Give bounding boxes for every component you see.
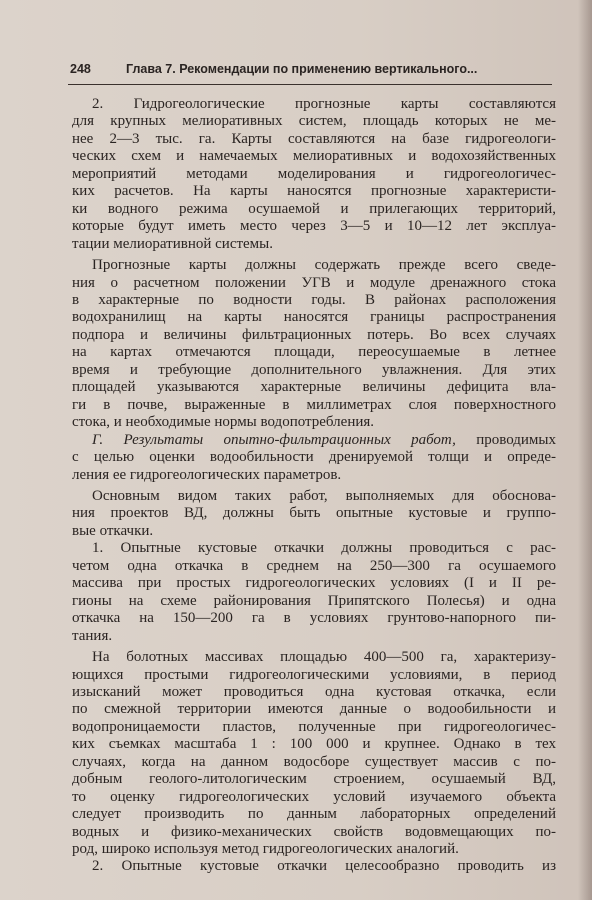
text-line: [72, 432, 556, 449]
text-line: [72, 824, 556, 841]
line-text: массива при простых гидрогеологических условиях (I и II ре-: [72, 575, 556, 592]
text-line: [72, 593, 556, 610]
text-line: [72, 275, 556, 292]
line-text: добным геолого-литологическим строением, осушаемый ВД,: [72, 771, 556, 788]
text-line: [72, 96, 556, 113]
line-text: мероприятий методами моделирования и гидрогеологичес-: [72, 165, 556, 182]
text-line: [72, 449, 556, 466]
line-text: тания.: [72, 627, 113, 644]
line-text: в характерные по водности годы. В районах расположения: [72, 291, 556, 308]
text-line: [72, 754, 556, 771]
line-text: проводимых: [455, 431, 556, 448]
text-line: [72, 523, 556, 540]
line-text: На болотных массивах площадью 400—500 га, характеризу-: [92, 649, 556, 666]
line-text: для крупных мелиоративных систем, площадь которых не ме-: [72, 113, 556, 130]
line-text: по смежной территории имеются данные о водообильности и: [72, 701, 556, 718]
running-header: [70, 62, 552, 76]
text-line: [72, 309, 556, 326]
text-line: [72, 379, 556, 396]
line-text: ления ее гидрогеологических параметров.: [72, 466, 342, 483]
line-text: тации мелиоративной системы.: [72, 235, 274, 252]
text-line: [72, 771, 556, 788]
text-line: [72, 505, 556, 522]
text-line: [72, 218, 556, 235]
line-text: водных и физико-механических свойств водовмещающих по-: [72, 823, 556, 840]
text-line: [72, 113, 556, 130]
line-text: изысканий может проводиться одна кустовая откачка, если: [72, 683, 556, 700]
line-text: откачка на 150—200 га в условиях грунтово-напорного пи-: [72, 610, 556, 627]
line-text: нее 2—3 тыс. га. Карты составляются на базе гидрогеологи-: [72, 130, 556, 147]
text-line: [72, 667, 556, 684]
text-line: [72, 649, 556, 666]
text-line: [72, 292, 556, 309]
text-line: [72, 701, 556, 718]
header-rule: [68, 84, 552, 85]
text-line: [72, 610, 556, 627]
line-text: ких съемках масштаба 1 : 100 000 и крупнее. Однако в тех: [72, 736, 556, 753]
italic-heading: Г. Результаты опытно-фильтрационных работ,: [92, 431, 456, 448]
line-text: 2. Опытные кустовые откачки целесообразно проводить из: [92, 858, 556, 875]
text-line: [72, 362, 556, 379]
running-title: Глава 7. Рекомендации по применению вертикального...: [126, 62, 478, 76]
line-text: четом одна откачка в среднем на 250—300 га осушаемого: [72, 557, 556, 574]
text-line: [72, 628, 556, 645]
page-body-text: [72, 96, 556, 876]
line-text: следует производить по данным лабораторных определений: [72, 806, 556, 823]
text-line: [72, 841, 556, 858]
line-text: Прогнозные карты должны содержать прежде всего сведе-: [92, 257, 556, 274]
line-text: случаях, когда на данном водосборе существует массив с по-: [72, 753, 556, 770]
line-text: Основным видом таких работ, выполняемых для обоснова-: [92, 487, 556, 504]
text-line: [72, 183, 556, 200]
text-line: [72, 327, 556, 344]
line-text: ния о расчетном положении УГВ и модуле дренажного стока: [72, 274, 556, 291]
line-text: стока, и необходимые нормы водопотребления.: [72, 414, 375, 431]
line-text: вые откачки.: [72, 522, 154, 539]
text-line: [72, 558, 556, 575]
text-line: [72, 397, 556, 414]
text-line: [72, 789, 556, 806]
text-line: [72, 131, 556, 148]
text-line: [72, 414, 556, 431]
line-text: время и требующие дополнительного увлажнения. Для этих: [72, 361, 556, 378]
line-text: то оценку гидрогеологических условий изучаемого объекта: [72, 788, 556, 805]
text-line: [72, 467, 556, 484]
page-number: 248: [70, 62, 91, 76]
line-text: род, широко используя метод гидрогеологических аналогий.: [72, 841, 459, 858]
line-text: подпора и величины фильтрационных потерь. Во всех случаях: [72, 326, 556, 343]
text-line: [72, 257, 556, 274]
text-line: [72, 236, 556, 253]
line-text: ки водного режима осушаемой и прилегающих территорий,: [72, 200, 556, 217]
line-text: ческих схем и намечаемых мелиоративных и водохозяйственных: [72, 148, 556, 165]
line-text: ги в почве, выраженные в миллиметрах слоя поверхностного: [72, 396, 556, 413]
text-line: [72, 488, 556, 505]
line-text: ких расчетов. На карты наносятся прогнозные характеристи-: [72, 183, 556, 200]
text-line: [72, 806, 556, 823]
line-text: с целью оценки водообильности дренируемой толщи и опреде-: [72, 449, 556, 466]
line-text: водопроницаемости пластов, полученные при гидрогеологичес-: [72, 718, 556, 735]
line-text: 2. Гидрогеологические прогнозные карты составляются: [92, 96, 556, 112]
text-line: [72, 148, 556, 165]
book-spine-shadow: [578, 0, 592, 900]
line-text: которые будут иметь место через 3—5 и 10—12 лет эксплуа-: [72, 218, 556, 235]
line-text: ющихся простыми гидрогеологическими условиями, в период: [72, 666, 556, 683]
text-line: [72, 575, 556, 592]
text-line: [72, 166, 556, 183]
text-line: [72, 344, 556, 361]
text-line: [72, 719, 556, 736]
line-text: площадей указываются характерные величины дефицита вла-: [72, 379, 556, 396]
text-line: [72, 858, 556, 875]
line-text: на картах отмечаются площади, переосушаемые в летнее: [72, 344, 556, 361]
text-line: [72, 540, 556, 557]
line-text: 1. Опытные кустовые откачки должны проводиться с рас-: [92, 540, 556, 557]
line-text: гионы на схеме районирования Припятского Полесья) и одна: [72, 592, 556, 609]
line-text: водохранилищ на карты наносятся границы распространения: [72, 309, 556, 326]
line-text: ния проектов ВД, должны быть опытные кустовые и группо-: [72, 505, 556, 522]
text-line: [72, 736, 556, 753]
text-line: [72, 201, 556, 218]
text-line: [72, 684, 556, 701]
